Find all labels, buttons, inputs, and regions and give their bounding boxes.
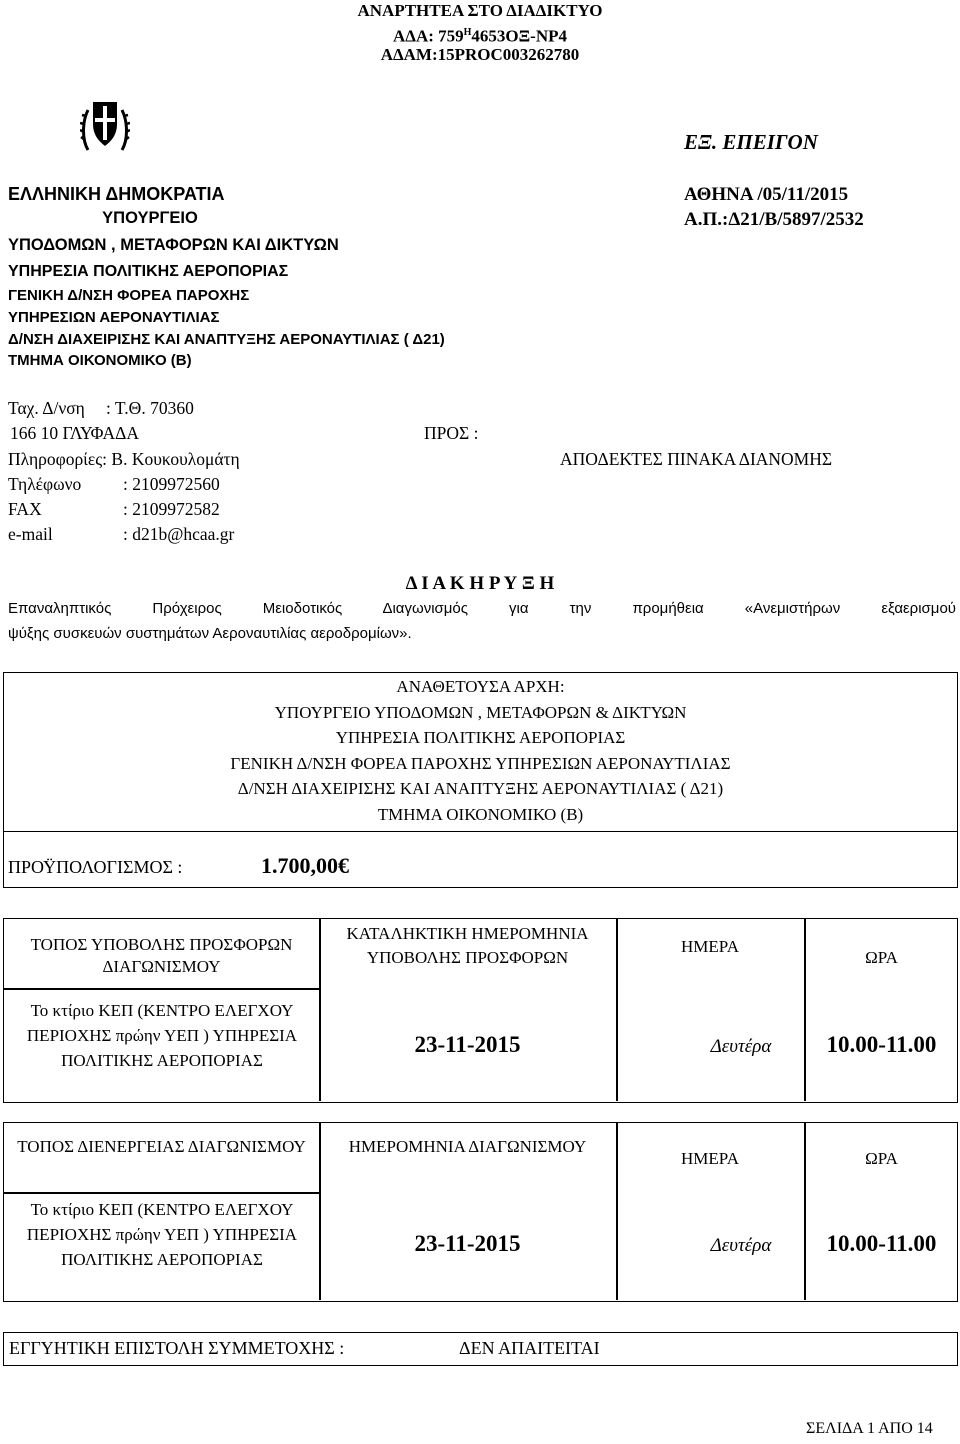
conduct-day-header: ΗΜΕΡΑ — [681, 1149, 739, 1168]
ada-code: ΑΔΑ: $759^H4653O\Xi-NP4$ — [393, 26, 567, 46]
submission-date: 23-11-2015 — [414, 1032, 521, 1057]
recipients: ΑΠΟΔΕΚΤΕΣ ΠΙΝΑΚΑ ΔΙΑΝΟΜΗΣ — [560, 449, 833, 469]
postcode: 166 10 ΓΛΥΦΑΔΑ — [10, 423, 140, 443]
submission-table — [3, 918, 958, 1103]
info-contact: Πληροφορίες: Β. Κουκουλομάτη — [8, 449, 240, 469]
budget-row — [3, 831, 958, 888]
submission-time: 10.00-11.00 — [826, 1032, 937, 1057]
adam-code: ΑΔΑΜ:15PROC003262780 — [380, 45, 580, 64]
authority-general-directorate: ΓΕΝΙΚΗ Δ/ΝΣΗ ΦΟΡΕΑ ΠΑΡΟΧΗΣ ΥΠΗΡΕΣΙΩΝ ΑΕΡΟΝΑΥΤΙΛΙΑΣ — [230, 753, 731, 773]
authority-department: ΤΜΗΜΑ ΟΙΚΟΝΟΜΙΚΟ (Β) — [377, 804, 584, 824]
authority-service: ΥΠΗΡΕΣΙΑ ΠΟΛΙΤΙΚΗΣ ΑΕΡΟΠΟΡΙΑΣ — [335, 728, 626, 747]
notice-subject-line1: Επαναληπτικός Πρόχειρος Μειοδοτικός Διαγωνισμός για την προμήθεια «Ανεμιστήρων εξαερισμού — [8, 600, 956, 617]
place-date: ΑΘΗΝΑ /05/11/2015 — [684, 184, 849, 205]
conduct-place-header: ΤΟΠΟΣ ΔΙΕΝΕΡΓΕΙΑΣ ΔΙΑΓΩΝΙΣΜΟΥ — [17, 1137, 306, 1156]
issuer-ministry: ΥΠΟΥΡΓΕΙΟ — [102, 209, 198, 227]
issuer-general-directorate-cont: ΥΠΗΡΕΣΙΩΝ ΑΕΡΟΝΑΥΤΙΛΙΑΣ — [8, 309, 220, 326]
conduct-time-header: ΩΡΑ — [865, 1149, 898, 1168]
guarantee-value: ΔΕΝ ΑΠΑΙΤΕΙΤΑΙ — [459, 1338, 600, 1358]
conduct-place: Το κτίριο ΚΕΠ (ΚΕΝΤΡΟ ΕΛΕΓΧΟΥ ΠΕΡΙΟΧΗΣ πρώην ΥΕΠ ) ΥΠΗΡΕΣΙΑ ΠΟΛΙΤΙΚΗΣ ΑΕΡΟΠΟΡΙΑΣ — [26, 1200, 298, 1269]
budget-value: 1.700,00€ — [261, 853, 349, 878]
budget-label: ΠΡΟΫΠΟΛΟΓΙΣΜΟΣ : — [8, 857, 183, 877]
postal-address: Ταχ. Δ/νση : Τ.Θ. 70360 — [8, 398, 194, 418]
authority-ministry: ΥΠΟΥΡΓΕΙΟ ΥΠΟΔΟΜΩΝ , ΜΕΤΑΦΟΡΩΝ & ΔΙΚΤΥΩΝ — [274, 702, 687, 722]
submission-time-header: ΩΡΑ — [865, 948, 898, 967]
phone: Τηλέφωνο : 2109972560 — [8, 474, 220, 494]
issuer-directorate: Δ/ΝΣΗ ΔΙΑΧΕΙΡΙΣΗΣ ΚΑΙ ΑΝΑΠΤΥΞΗΣ ΑΕΡΟΝΑΥΤΙΛΙΑΣ ( Δ21) — [8, 331, 445, 348]
notice-subject-line2: ψύξης συσκευών συστημάτων Αεροναυτιλίας αεροδρομίων». — [8, 625, 412, 642]
submission-place: Το κτίριο ΚΕΠ (ΚΕΝΤΡΟ ΕΛΕΓΧΟΥ ΠΕΡΙΟΧΗΣ πρώην ΥΕΠ ) ΥΠΗΡΕΣΙΑ ΠΟΛΙΤΙΚΗΣ ΑΕΡΟΠΟΡΙΑΣ — [26, 1001, 298, 1070]
issuer-country: ΕΛΛΗΝΙΚΗ ΔΗΜΟΚΡΑΤΙΑ — [8, 184, 225, 204]
guarantee-label: ΕΓΓΥΗΤΙΚΗ ΕΠΙΣΤΟΛΗ ΣΥΜΜΕΤΟΧΗΣ : — [9, 1338, 345, 1358]
transparency-heading: ΑΝΑΡΤΗΤΕΑ ΣΤΟ ΔΙΑΔΙΚΤΥΟ — [357, 1, 603, 20]
authority-directorate: Δ/ΝΣΗ ΔΙΑΧΕΙΡΙΣΗΣ ΚΑΙ ΑΝΑΠΤΥΞΗΣ ΑΕΡΟΝΑΥΤΙΛΙΑΣ ( Δ21) — [237, 779, 724, 798]
email: e-mail : d21b@hcaa.gr — [8, 524, 235, 544]
submission-day: Δευτέρα — [710, 1036, 772, 1057]
conduct-date: 23-11-2015 — [414, 1231, 521, 1256]
submission-place-header: ΤΟΠΟΣ ΥΠΟΒΟΛΗΣ ΠΡΟΣΦΟΡΩΝ ΔΙΑΓΩΝΙΣΜΟΥ — [30, 935, 293, 976]
ada-superscript: Η — [463, 27, 472, 38]
notice-title: Δ Ι Α Κ Η Ρ Υ Ξ Η — [405, 573, 555, 594]
issuer-general-directorate: ΓΕΝΙΚΗ Δ/ΝΣΗ ΦΟΡΕΑ ΠΑΡΟΧΗΣ — [8, 287, 250, 304]
conduct-time: 10.00-11.00 — [826, 1231, 937, 1256]
fax: FAX : 2109972582 — [8, 499, 220, 519]
urgency-label: ΕΞ. ΕΠΕΙΓΟΝ — [684, 130, 818, 154]
protocol-number: Α.Π.:Δ21/Β/5897/2532 — [684, 209, 864, 230]
authority-label: ΑΝΑΘΕΤΟΥΣΑ ΑΡΧΗ: — [396, 677, 565, 696]
page-number: ΣΕΛΙΔΑ 1 ΑΠΟ 14 — [806, 1420, 933, 1437]
issuer-ministry-name: ΥΠΟΔΟΜΩΝ , ΜΕΤΑΦΟΡΩΝ ΚΑΙ ΔΙΚΤΥΩΝ — [8, 236, 339, 254]
conduct-date-header: ΗΜΕΡΟΜΗΝΙΑ ΔΙΑΓΩΝΙΣΜΟΥ — [348, 1137, 587, 1156]
conduct-day: Δευτέρα — [710, 1235, 772, 1256]
coat-of-arms-icon — [80, 96, 130, 154]
authority-box — [3, 672, 958, 832]
conduct-table — [3, 1122, 958, 1302]
submission-day-header: ΗΜΕΡΑ — [681, 937, 739, 956]
issuer-department: ΤΜΗΜΑ ΟΙΚΟΝΟΜΙΚΟ (Β) — [8, 352, 192, 369]
to-label: ΠΡΟΣ : — [424, 423, 479, 443]
issuer-service: ΥΠΗΡΕΣΙΑ ΠΟΛΙΤΙΚΗΣ ΑΕΡΟΠΟΡΙΑΣ — [8, 263, 289, 280]
guarantee-row — [3, 1332, 958, 1366]
submission-deadline-header: ΚΑΤΑΛΗΚΤΙΚΗ ΗΜΕΡΟΜΗΝΙΑ ΥΠΟΒΟΛΗΣ ΠΡΟΣΦΟΡΩΝ — [346, 924, 589, 967]
